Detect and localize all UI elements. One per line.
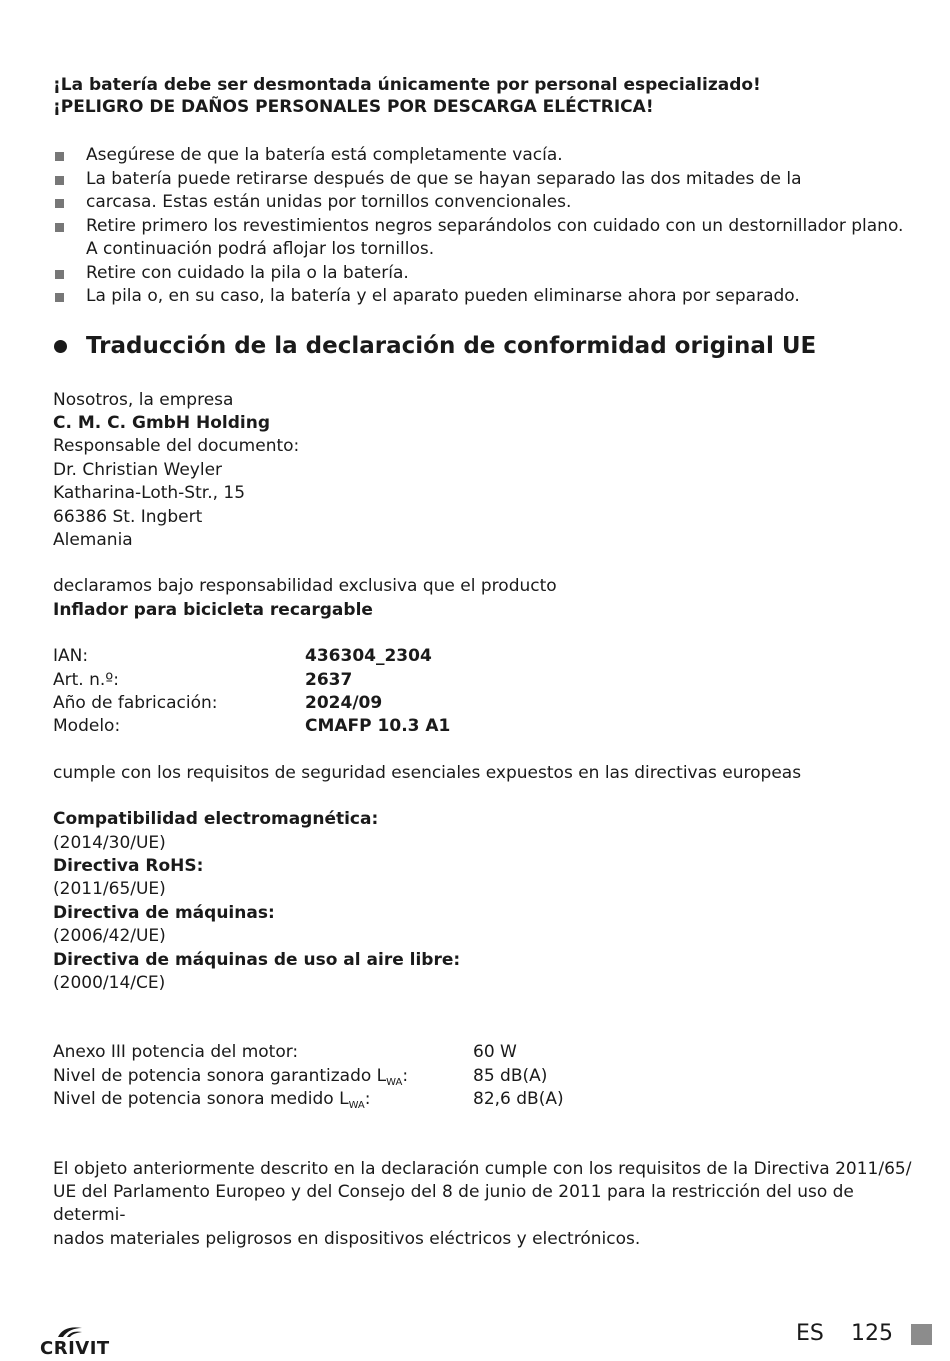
declaration-block <box>53 575 913 622</box>
instruction-list <box>53 144 913 309</box>
address-street: Katharina-Loth-Str., 15 <box>53 483 246 504</box>
directive-code: (2011/65/UE) <box>53 879 166 900</box>
list-item: Retire primero los revestimientos negros separándolos con cuidado con un destornillador plano. <box>53 215 913 239</box>
company-intro: Nosotros, la empresa <box>53 389 234 410</box>
list-item: Retire con cuidado la pila o la batería. <box>53 262 913 286</box>
directive-name: Directiva RoHS: <box>53 856 204 876</box>
square-bullet-icon <box>55 199 64 208</box>
page-marker-square <box>911 1324 932 1345</box>
table-row: Nivel de potencia sonora garantizado $L_{WA}$: 85 dB(A) <box>53 1065 548 1088</box>
final-paragraph: El objeto anteriormente descrito en la declaración cumple con los requisitos de la Directiva 2011/65/ UE del Parlamento Europeo y del Consejo del 8 de junio de 2011 para la restricción del uso de determi- nados materiales peligrosos en dispositivos eléctricos y electrónicos. <box>53 1158 912 1249</box>
directives-list <box>53 808 913 995</box>
warning-electric-shock: ¡PELIGRO DE DAÑOS PERSONALES POR DESCARGA ELÉCTRICA! <box>53 97 654 117</box>
product-info-table <box>53 645 913 739</box>
warning-specialist: ¡La batería debe ser desmontada únicamente por personal especializado! <box>53 75 761 95</box>
square-bullet-icon <box>55 293 64 302</box>
complies-text: cumple con los requisitos de seguridad esenciales expuestos en las directivas europeas <box>53 762 802 783</box>
list-item: La pila o, en su caso, la batería y el aparato pueden eliminarse ahora por separado. <box>53 285 913 309</box>
table-row: Modelo: CMAFP 10.3 A1 <box>53 716 451 737</box>
responsible-person: Dr. Christian Weyler <box>53 459 223 480</box>
page-content <box>53 74 913 1251</box>
directive-code: (2000/14/CE) <box>53 973 166 994</box>
directive-code: (2014/30/UE) <box>53 832 166 853</box>
list-item: La batería puede retirarse después de que se hayan separado las dos mitades de la <box>53 168 913 192</box>
section-title: Traducción de la declaración de conformidad original UE <box>53 331 913 361</box>
round-bullet-icon <box>54 340 67 353</box>
company-block <box>53 389 913 553</box>
directive-name: Compatibilidad electromagnética: <box>53 809 379 830</box>
directive-code: (2006/42/UE) <box>53 926 166 947</box>
list-item-continuation: A continuación podrá aflojar los tornillos. <box>86 239 435 259</box>
table-row: Año de fabricación: 2024/09 <box>53 692 383 713</box>
square-bullet-icon <box>55 223 64 232</box>
annex-table <box>53 1041 913 1111</box>
square-bullet-icon <box>55 152 64 161</box>
square-bullet-icon <box>55 176 64 185</box>
table-row: Art. n.º: 2637 <box>53 669 353 690</box>
page-number: 125 <box>851 1321 893 1346</box>
language-code: ES <box>796 1321 824 1346</box>
declaration-text: declaramos bajo responsabilidad exclusiva que el producto <box>53 576 557 597</box>
list-item: carcasa. Estas están unidas por tornillos convencionales. <box>53 191 913 215</box>
square-bullet-icon <box>55 270 64 279</box>
table-row: Nivel de potencia sonora medido $L_{WA}$: 82,6 dB(A) <box>53 1089 564 1112</box>
directive-name: Directiva de máquinas: <box>53 902 275 923</box>
table-row: IAN: 436304_2304 <box>53 646 432 667</box>
crivit-logo: CRIVIT <box>40 1322 106 1360</box>
address-city: 66386 St. Ingbert <box>53 506 203 527</box>
product-name: Inflador para bicicleta recargable <box>53 599 373 620</box>
directive-name: Directiva de máquinas de uso al aire libre: <box>53 949 461 970</box>
address-country: Alemania <box>53 529 133 550</box>
table-row: Anexo III potencia del motor: 60 W <box>53 1042 517 1063</box>
list-item: Asegúrese de que la batería está completamente vacía. <box>53 144 913 168</box>
company-name: C. M. C. GmbH Holding <box>53 412 270 433</box>
logo-swoosh-icon <box>56 1324 84 1338</box>
responsible-label: Responsable del documento: <box>53 436 300 457</box>
